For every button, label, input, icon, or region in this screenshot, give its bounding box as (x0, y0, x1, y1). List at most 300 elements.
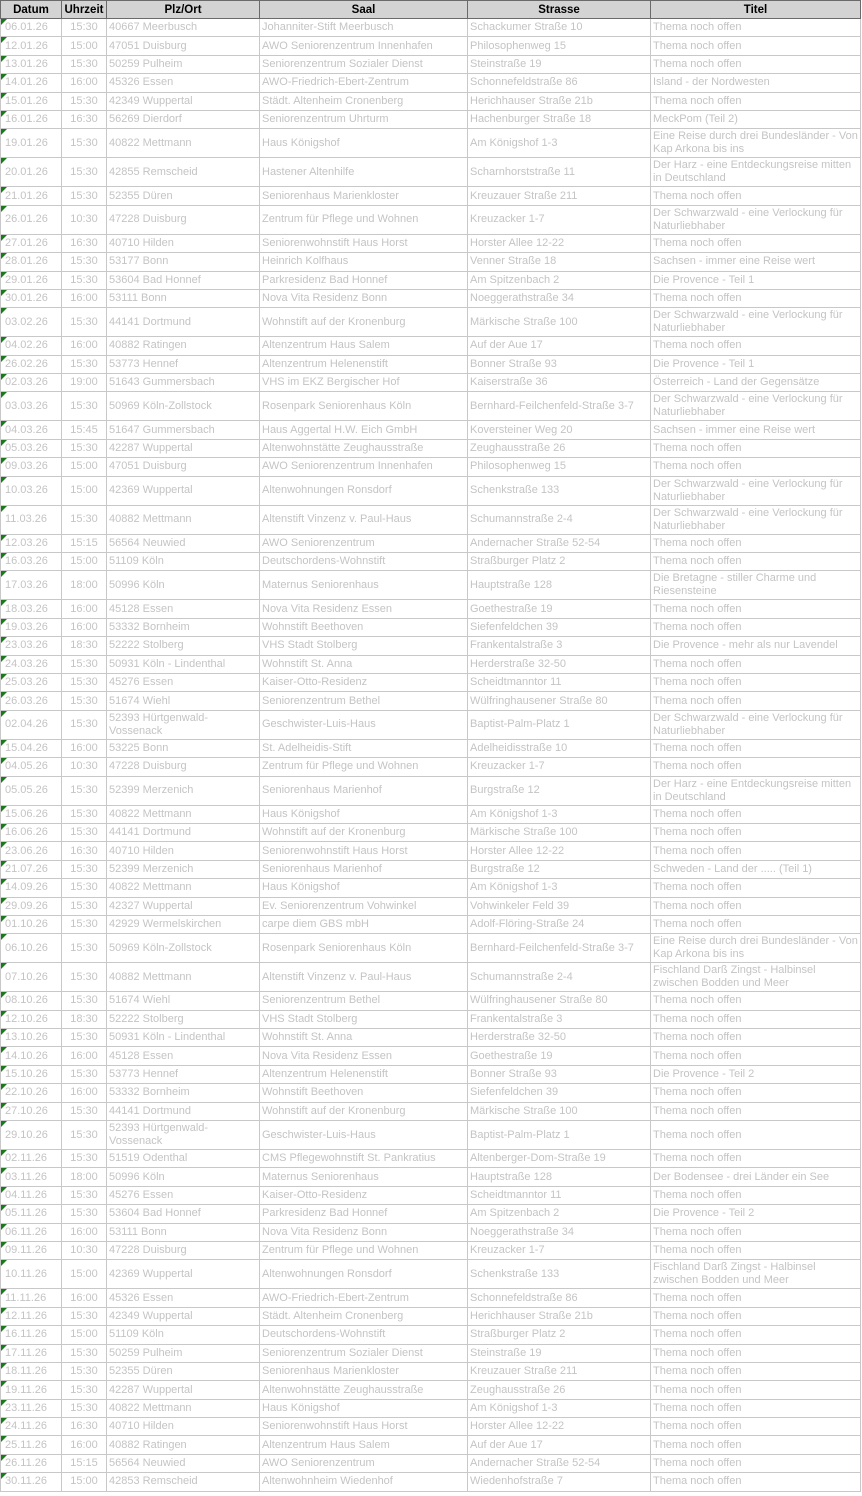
cell-venue: Altenwohnstätte Zeughausstraße (260, 439, 468, 457)
cell-date: 25.11.26 (1, 1436, 62, 1454)
table-row (1, 992, 861, 1010)
cell-location: 50259 Pulheim (107, 1344, 260, 1362)
cell-title: Thema noch offen (651, 337, 861, 355)
cell-venue: Geschwister-Luis-Haus (260, 710, 468, 739)
cell-title: Thema noch offen (651, 1223, 861, 1241)
cell-time: 15:30 (62, 1381, 107, 1399)
cell-title: Thema noch offen (651, 1084, 861, 1102)
cell-location: 40822 Mettmann (107, 879, 260, 897)
cell-time: 15:00 (62, 37, 107, 55)
cell-location: 45326 Essen (107, 74, 260, 92)
table-row (1, 1362, 861, 1380)
cell-title: Die Provence - Teil 1 (651, 271, 861, 289)
cell-street: Siefenfeldchen 39 (468, 618, 651, 636)
cell-title: Thema noch offen (651, 915, 861, 933)
table-row (1, 355, 861, 373)
cell-location: 42929 Wermelskirchen (107, 915, 260, 933)
cell-date: 19.11.26 (1, 1381, 62, 1399)
cell-time: 16:30 (62, 842, 107, 860)
cell-location: 44141 Dortmund (107, 823, 260, 841)
cell-venue: Ev. Seniorenzentrum Vohwinkel (260, 897, 468, 915)
cell-location: 42327 Wuppertal (107, 897, 260, 915)
cell-time: 15:30 (62, 1065, 107, 1083)
cell-venue: Hastener Altenhilfe (260, 158, 468, 187)
cell-venue: Altenwohnungen Ronsdorf (260, 1260, 468, 1289)
table-row (1, 710, 861, 739)
cell-date: 15.04.26 (1, 739, 62, 757)
cell-location: 50931 Köln - Lindenthal (107, 1029, 260, 1047)
cell-location: 42369 Wuppertal (107, 1260, 260, 1289)
cell-time: 15:30 (62, 963, 107, 992)
cell-time: 16:00 (62, 74, 107, 92)
table-row (1, 600, 861, 618)
cell-time: 15:30 (62, 308, 107, 337)
cell-date: 23.06.26 (1, 842, 62, 860)
cell-date: 02.04.26 (1, 710, 62, 739)
cell-location: 53225 Bonn (107, 739, 260, 757)
cell-time: 15:30 (62, 710, 107, 739)
cell-venue: AWO Seniorenzentrum (260, 534, 468, 552)
cell-date: 30.11.26 (1, 1473, 62, 1491)
cell-title: Thema noch offen (651, 1150, 861, 1168)
cell-location: 42369 Wuppertal (107, 476, 260, 505)
cell-title: Thema noch offen (651, 897, 861, 915)
cell-date: 26.02.26 (1, 355, 62, 373)
cell-location: 52222 Stolberg (107, 1010, 260, 1028)
cell-street: Wiedenhofstraße 7 (468, 1473, 651, 1491)
table-row (1, 439, 861, 457)
header-title: Titel (651, 1, 861, 19)
cell-time: 15:30 (62, 1362, 107, 1380)
cell-time: 15:30 (62, 158, 107, 187)
cell-title: Österreich - Land der Gegensätze (651, 374, 861, 392)
cell-location: 45276 Essen (107, 1186, 260, 1204)
cell-title: Thema noch offen (651, 1047, 861, 1065)
cell-title: Eine Reise durch drei Bundesländer - Von Kap Arkona bis ins (651, 129, 861, 158)
cell-street: Burgstraße 12 (468, 860, 651, 878)
cell-street: Vohwinkeler Feld 39 (468, 897, 651, 915)
cell-date: 26.01.26 (1, 205, 62, 234)
cell-location: 42287 Wuppertal (107, 1381, 260, 1399)
cell-venue: Seniorenhaus Marienkloster (260, 187, 468, 205)
cell-title: Thema noch offen (651, 1010, 861, 1028)
cell-street: Kreuzauer Straße 211 (468, 1362, 651, 1380)
cell-date: 21.07.26 (1, 860, 62, 878)
cell-location: 40882 Ratingen (107, 1436, 260, 1454)
cell-street: Goethestraße 19 (468, 600, 651, 618)
table-row (1, 655, 861, 673)
cell-venue: Wohnstift auf der Kronenburg (260, 1102, 468, 1120)
cell-title: Thema noch offen (651, 1454, 861, 1472)
cell-date: 02.03.26 (1, 374, 62, 392)
cell-street: Noeggerathstraße 34 (468, 1223, 651, 1241)
cell-street: Märkische Straße 100 (468, 1102, 651, 1120)
cell-time: 18:00 (62, 571, 107, 600)
cell-venue: Maternus Seniorenhaus (260, 571, 468, 600)
cell-venue: Wohnstift Beethoven (260, 1084, 468, 1102)
cell-venue: Wohnstift St. Anna (260, 655, 468, 673)
cell-title: Thema noch offen (651, 37, 861, 55)
table-row (1, 1010, 861, 1028)
cell-venue: Haus Aggertal H.W. Eich GmbH (260, 421, 468, 439)
table-row (1, 421, 861, 439)
cell-date: 11.11.26 (1, 1289, 62, 1307)
cell-street: Herichhauser Straße 21b (468, 1307, 651, 1325)
cell-street: Bernhard-Feilchenfeld-Straße 3-7 (468, 392, 651, 421)
cell-location: 53604 Bad Honnef (107, 271, 260, 289)
cell-title: Island - der Nordwesten (651, 74, 861, 92)
cell-date: 12.03.26 (1, 534, 62, 552)
cell-time: 19:00 (62, 374, 107, 392)
cell-venue: Nova Vita Residenz Bonn (260, 289, 468, 307)
cell-venue: Seniorenzentrum Bethel (260, 692, 468, 710)
cell-street: Andernacher Straße 52-54 (468, 1454, 651, 1472)
table-row (1, 1454, 861, 1472)
cell-date: 04.11.26 (1, 1186, 62, 1204)
cell-time: 15:00 (62, 458, 107, 476)
table-row (1, 1150, 861, 1168)
cell-time: 15:30 (62, 673, 107, 691)
cell-location: 51647 Gummersbach (107, 421, 260, 439)
cell-venue: AWO Seniorenzentrum Innenhafen (260, 37, 468, 55)
cell-title: Die Provence - Teil 2 (651, 1065, 861, 1083)
cell-location: 50996 Köln (107, 1168, 260, 1186)
cell-title: Thema noch offen (651, 739, 861, 757)
header-street: Strasse (468, 1, 651, 19)
cell-title: Thema noch offen (651, 1102, 861, 1120)
cell-time: 16:30 (62, 110, 107, 128)
cell-location: 40882 Ratingen (107, 337, 260, 355)
cell-street: Märkische Straße 100 (468, 308, 651, 337)
cell-venue: Seniorenwohnstift Haus Horst (260, 1418, 468, 1436)
cell-street: Am Königshof 1-3 (468, 879, 651, 897)
cell-title: Der Schwarzwald - eine Verlockung für Naturliebhaber (651, 476, 861, 505)
cell-street: Philosophenweg 15 (468, 458, 651, 476)
cell-street: Am Königshof 1-3 (468, 805, 651, 823)
cell-title: Schweden - Land der ..... (Teil 1) (651, 860, 861, 878)
cell-time: 15:30 (62, 992, 107, 1010)
cell-street: Goethestraße 19 (468, 1047, 651, 1065)
cell-time: 15:30 (62, 505, 107, 534)
cell-title: Thema noch offen (651, 534, 861, 552)
table-row (1, 37, 861, 55)
cell-location: 53177 Bonn (107, 253, 260, 271)
cell-time: 15:30 (62, 439, 107, 457)
cell-time: 15:30 (62, 1344, 107, 1362)
cell-street: Märkische Straße 100 (468, 823, 651, 841)
cell-venue: Haus Königshof (260, 129, 468, 158)
cell-street: Am Königshof 1-3 (468, 1399, 651, 1417)
table-row (1, 55, 861, 73)
cell-time: 15:30 (62, 915, 107, 933)
cell-location: 40882 Mettmann (107, 963, 260, 992)
cell-title: Thema noch offen (651, 1418, 861, 1436)
cell-time: 15:15 (62, 534, 107, 552)
cell-time: 15:30 (62, 129, 107, 158)
table-row (1, 308, 861, 337)
cell-location: 51519 Odenthal (107, 1150, 260, 1168)
cell-title: Thema noch offen (651, 1436, 861, 1454)
cell-venue: Altenwohnstätte Zeughausstraße (260, 1381, 468, 1399)
cell-time: 15:30 (62, 392, 107, 421)
cell-title: Thema noch offen (651, 553, 861, 571)
cell-date: 18.03.26 (1, 600, 62, 618)
cell-title: Thema noch offen (651, 758, 861, 776)
cell-time: 15:30 (62, 860, 107, 878)
cell-street: Adolf-Flöring-Straße 24 (468, 915, 651, 933)
cell-time: 15:30 (62, 1029, 107, 1047)
table-row (1, 534, 861, 552)
cell-street: Scharnhorststraße 11 (468, 158, 651, 187)
cell-venue: Rosenpark Seniorenhaus Köln (260, 392, 468, 421)
table-row (1, 158, 861, 187)
cell-venue: Heinrich Kolfhaus (260, 253, 468, 271)
cell-street: Schenkstraße 133 (468, 476, 651, 505)
cell-street: Kreuzacker 1-7 (468, 205, 651, 234)
cell-street: Herderstraße 32-50 (468, 655, 651, 673)
cell-street: Horster Allee 12-22 (468, 234, 651, 252)
cell-street: Hauptstraße 128 (468, 1168, 651, 1186)
cell-date: 14.09.26 (1, 879, 62, 897)
cell-location: 53773 Hennef (107, 355, 260, 373)
cell-date: 09.03.26 (1, 458, 62, 476)
cell-street: Herderstraße 32-50 (468, 1029, 651, 1047)
cell-location: 53604 Bad Honnef (107, 1205, 260, 1223)
cell-date: 27.01.26 (1, 234, 62, 252)
cell-date: 17.03.26 (1, 571, 62, 600)
cell-venue: Haus Königshof (260, 879, 468, 897)
cell-title: Thema noch offen (651, 823, 861, 841)
table-row (1, 19, 861, 37)
cell-time: 15:00 (62, 476, 107, 505)
cell-date: 05.05.26 (1, 776, 62, 805)
cell-location: 40710 Hilden (107, 1418, 260, 1436)
cell-venue: Städt. Altenheim Cronenberg (260, 1307, 468, 1325)
cell-street: Bonner Straße 93 (468, 1065, 651, 1083)
cell-street: Am Königshof 1-3 (468, 129, 651, 158)
cell-time: 16:00 (62, 1084, 107, 1102)
cell-time: 15:30 (62, 1205, 107, 1223)
cell-venue: Rosenpark Seniorenhaus Köln (260, 934, 468, 963)
cell-title: Thema noch offen (651, 673, 861, 691)
cell-venue: Nova Vita Residenz Essen (260, 600, 468, 618)
cell-time: 15:30 (62, 1186, 107, 1204)
cell-title: Der Harz - eine Entdeckungsreise mitten in Deutschland (651, 158, 861, 187)
table-row (1, 776, 861, 805)
cell-date: 10.03.26 (1, 476, 62, 505)
cell-location: 53332 Bornheim (107, 1084, 260, 1102)
cell-street: Straßburger Platz 2 (468, 553, 651, 571)
cell-date: 23.03.26 (1, 637, 62, 655)
cell-title: Thema noch offen (651, 1473, 861, 1491)
cell-time: 18:00 (62, 1168, 107, 1186)
cell-street: Baptist-Palm-Platz 1 (468, 710, 651, 739)
table-row (1, 392, 861, 421)
cell-time: 10:30 (62, 758, 107, 776)
cell-date: 12.11.26 (1, 1307, 62, 1325)
table-row (1, 110, 861, 128)
cell-street: Altenberger-Dom-Straße 19 (468, 1150, 651, 1168)
cell-title: Die Bretagne - stiller Charme und Riesensteine (651, 571, 861, 600)
cell-venue: Altenzentrum Helenenstift (260, 355, 468, 373)
table-row (1, 1418, 861, 1436)
cell-venue: Johanniter-Stift Meerbusch (260, 19, 468, 37)
cell-street: Andernacher Straße 52-54 (468, 534, 651, 552)
cell-time: 18:30 (62, 637, 107, 655)
table-row (1, 1084, 861, 1102)
cell-time: 15:00 (62, 553, 107, 571)
cell-date: 27.10.26 (1, 1102, 62, 1120)
cell-venue: Wohnstift St. Anna (260, 1029, 468, 1047)
cell-location: 42349 Wuppertal (107, 1307, 260, 1325)
cell-time: 15:30 (62, 1150, 107, 1168)
cell-date: 20.01.26 (1, 158, 62, 187)
cell-street: Philosophenweg 15 (468, 37, 651, 55)
cell-time: 15:30 (62, 355, 107, 373)
cell-time: 16:00 (62, 1289, 107, 1307)
table-row (1, 879, 861, 897)
cell-venue: VHS Stadt Stolberg (260, 1010, 468, 1028)
cell-title: Thema noch offen (651, 1241, 861, 1259)
cell-venue: Parkresidenz Bad Honnef (260, 271, 468, 289)
cell-title: Thema noch offen (651, 187, 861, 205)
cell-location: 42349 Wuppertal (107, 92, 260, 110)
cell-title: Der Schwarzwald - eine Verlockung für Naturliebhaber (651, 205, 861, 234)
cell-location: 50969 Köln-Zollstock (107, 392, 260, 421)
cell-time: 15:30 (62, 187, 107, 205)
cell-location: 47228 Duisburg (107, 205, 260, 234)
cell-time: 15:30 (62, 271, 107, 289)
cell-street: Zeughausstraße 26 (468, 1381, 651, 1399)
cell-time: 16:00 (62, 289, 107, 307)
table-row (1, 860, 861, 878)
cell-street: Kreuzauer Straße 211 (468, 187, 651, 205)
table-row (1, 1307, 861, 1325)
cell-venue: Haus Königshof (260, 1399, 468, 1417)
cell-location: 51109 Köln (107, 1326, 260, 1344)
cell-venue: Altenzentrum Haus Salem (260, 1436, 468, 1454)
cell-location: 51109 Köln (107, 553, 260, 571)
table-row (1, 915, 861, 933)
header-date: Datum (1, 1, 62, 19)
cell-date: 24.03.26 (1, 655, 62, 673)
table-row (1, 289, 861, 307)
cell-title: Thema noch offen (651, 692, 861, 710)
header-venue: Saal (260, 1, 468, 19)
cell-date: 12.01.26 (1, 37, 62, 55)
table-row (1, 74, 861, 92)
cell-time: 15:30 (62, 934, 107, 963)
cell-venue: Altenwohnheim Wiedenhof (260, 1473, 468, 1491)
cell-date: 21.01.26 (1, 187, 62, 205)
cell-street: Wülfringhausener Straße 80 (468, 692, 651, 710)
cell-location: 52399 Merzenich (107, 776, 260, 805)
table-row (1, 805, 861, 823)
cell-venue: Zentrum für Pflege und Wohnen (260, 205, 468, 234)
cell-street: Bonner Straße 93 (468, 355, 651, 373)
cell-location: 47228 Duisburg (107, 1241, 260, 1259)
table-row (1, 1047, 861, 1065)
table-row (1, 1289, 861, 1307)
cell-venue: Wohnstift auf der Kronenburg (260, 308, 468, 337)
cell-location: 40882 Mettmann (107, 505, 260, 534)
header-location: Plz/Ort (107, 1, 260, 19)
cell-title: Thema noch offen (651, 618, 861, 636)
cell-date: 14.10.26 (1, 1047, 62, 1065)
cell-date: 26.11.26 (1, 1454, 62, 1472)
cell-time: 16:30 (62, 1418, 107, 1436)
table-row (1, 1344, 861, 1362)
cell-venue: Seniorenhaus Marienkloster (260, 1362, 468, 1380)
cell-time: 15:30 (62, 1399, 107, 1417)
cell-date: 15.01.26 (1, 92, 62, 110)
table-row (1, 234, 861, 252)
cell-date: 15.06.26 (1, 805, 62, 823)
cell-time: 10:30 (62, 1241, 107, 1259)
cell-street: Schumannstraße 2-4 (468, 963, 651, 992)
cell-date: 14.01.26 (1, 74, 62, 92)
cell-venue: Deutschordens-Wohnstift (260, 1326, 468, 1344)
cell-location: 52355 Düren (107, 187, 260, 205)
cell-title: Thema noch offen (651, 1381, 861, 1399)
cell-date: 03.02.26 (1, 308, 62, 337)
cell-venue: Zentrum für Pflege und Wohnen (260, 758, 468, 776)
table-row (1, 553, 861, 571)
cell-time: 15:30 (62, 823, 107, 841)
cell-location: 40822 Mettmann (107, 129, 260, 158)
table-row (1, 758, 861, 776)
cell-street: Schumannstraße 2-4 (468, 505, 651, 534)
cell-location: 45276 Essen (107, 673, 260, 691)
cell-location: 56269 Dierdorf (107, 110, 260, 128)
cell-street: Hachenburger Straße 18 (468, 110, 651, 128)
cell-time: 15:00 (62, 1260, 107, 1289)
table-body (1, 19, 861, 1492)
cell-venue: Seniorenhaus Marienhof (260, 860, 468, 878)
cell-date: 16.06.26 (1, 823, 62, 841)
cell-location: 51643 Gummersbach (107, 374, 260, 392)
cell-title: Die Provence - Teil 1 (651, 355, 861, 373)
cell-time: 15:30 (62, 1307, 107, 1325)
cell-street: Burgstraße 12 (468, 776, 651, 805)
cell-street: Hauptstraße 128 (468, 571, 651, 600)
table-row (1, 934, 861, 963)
cell-title: Thema noch offen (651, 19, 861, 37)
table-row (1, 92, 861, 110)
cell-title: Thema noch offen (651, 1362, 861, 1380)
cell-title: Thema noch offen (651, 55, 861, 73)
cell-street: Schonnefeldstraße 86 (468, 74, 651, 92)
cell-date: 09.11.26 (1, 1241, 62, 1259)
cell-venue: Kaiser-Otto-Residenz (260, 673, 468, 691)
cell-time: 15:30 (62, 692, 107, 710)
cell-location: 47228 Duisburg (107, 758, 260, 776)
cell-date: 11.03.26 (1, 505, 62, 534)
cell-venue: Seniorenwohnstift Haus Horst (260, 234, 468, 252)
cell-date: 05.03.26 (1, 439, 62, 457)
table-row (1, 1168, 861, 1186)
cell-date: 29.09.26 (1, 897, 62, 915)
cell-title: Eine Reise durch drei Bundesländer - Von Kap Arkona bis ins (651, 934, 861, 963)
cell-title: Thema noch offen (651, 1399, 861, 1417)
table-row (1, 1260, 861, 1289)
cell-venue: Altenwohnungen Ronsdorf (260, 476, 468, 505)
cell-time: 16:00 (62, 618, 107, 636)
cell-location: 45128 Essen (107, 1047, 260, 1065)
table-row (1, 129, 861, 158)
table-row (1, 963, 861, 992)
table-row (1, 1223, 861, 1241)
